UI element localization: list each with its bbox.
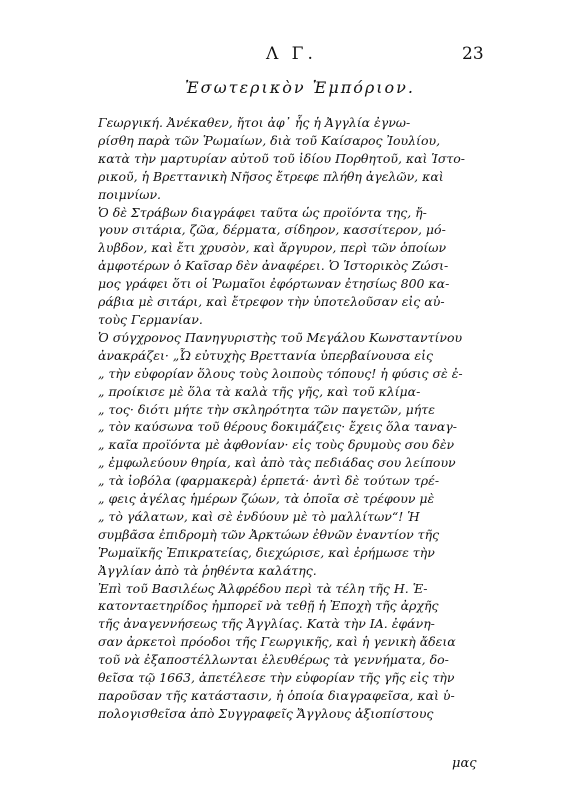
text-line: μος γράφει ὅτι οἱ Ῥωμαῖοι ἐφόρτωναν ἐτησίως 800 κα- bbox=[98, 276, 450, 292]
text-line: „ προίκισε μὲ ὅλα τὰ καλὰ τῆς γῆς, καὶ τοῦ κλίμα- bbox=[98, 383, 421, 399]
text-line: ράβια μὲ σιτάρι, καὶ ἔτρεφον τὴν ὑποτελοῦσαν εἰς αὐ- bbox=[98, 294, 445, 310]
text-line: γουν σιτάρια, ζῶα, δέρματα, σίδηρον, κασσίτερον, μό- bbox=[98, 222, 446, 238]
text-line: „ τὰ ἰοβόλα (φαρμακερὰ) ἑρπετά· ἀντὶ δὲ τούτων τρέ- bbox=[98, 473, 440, 489]
text-line: παροῦσαν τῆς κατάστασιν, ἡ ὁποία διαγραφεῖσα, καὶ ὑ- bbox=[98, 688, 455, 703]
text-line: πολογισθεῖσα ἀπὸ Συγγραφεῖς Ἄγγλους ἀξιοπίστους bbox=[98, 705, 434, 721]
page-number: 23 bbox=[462, 44, 484, 64]
text-line: ρίσθη παρὰ τῶν Ῥωμαίων, διὰ τοῦ Καίσαρος Ἰουλίου, bbox=[98, 132, 441, 148]
text-line: θεῖσα τῷ 1663, ἀπετέλεσε τὴν εὐφορίαν τῆς γῆς εἰς τὴν bbox=[98, 670, 455, 686]
text-line: Ἀγγλίαν ἀπὸ τὰ ῥηθέντα καλάτης. bbox=[98, 562, 317, 578]
text-line: ρικοῦ, ἡ Βρεττανικὴ Νῆσος ἔτρεφε πλήθη ἀγελῶν, καὶ bbox=[98, 168, 444, 184]
text-line: κατονταετηρίδος ἠμπορεῖ νὰ τεθῇ ἡ Ἐποχὴ τῆς ἀρχῆς bbox=[98, 598, 439, 614]
text-line: ἀνακράζει· „Ὦ εὐτυχὴς Βρεττανία ὑπερβαίνουσα εἰς bbox=[98, 347, 433, 363]
text-line: „ καῖα προϊόντα μὲ ἀφθονίαν· εἰς τοὺς δρυμοὺς σου δὲν bbox=[98, 437, 455, 453]
text-line: „ ἐμφωλεύουν θηρία, καὶ ἀπὸ τὰς πεδιάδας σου λείπουν bbox=[98, 455, 456, 471]
text-line: τῆς ἀναγεννήσεως τῆς Ἀγγλίας. Κατὰ τὴν ΙΑ. ἐφάνη- bbox=[98, 616, 435, 632]
text-line: „ τὴν εὐφορίαν ὅλους τοὺς λοιποὺς τόπους! ἡ φύσις σὲ ἐ- bbox=[98, 365, 463, 381]
text-line: „ τὸ γάλατων, καὶ σὲ ἐνδύουν μὲ τὸ μαλλίτων“! Ἡ bbox=[98, 508, 420, 524]
text-line: Ῥωμαϊκῆς Ἐπικρατείας, διεχώρισε, καὶ ἐρήμωσε τὴν bbox=[98, 544, 435, 560]
body-text bbox=[98, 114, 496, 723]
page-header-section: Λ Γ. bbox=[266, 44, 317, 64]
text-line: κατὰ τὴν μαρτυρίαν αὐτοῦ τοῦ ἰδίου Πορθητοῦ, καὶ Ἱστο- bbox=[98, 150, 466, 166]
text-line: τοῦ νὰ ἐξαποστέλλωνται ἐλευθέρως τὰ γεννήματα, δο- bbox=[98, 652, 449, 668]
catchword: μας bbox=[452, 756, 477, 771]
text-line: Γεωργική. Ἀνέκαθεν, ἤτοι ἀφ᾿ ἧς ἡ Ἀγγλία ἐγνω- bbox=[98, 115, 411, 130]
text-line: ἀμφοτέρων ὁ Καῖσαρ δὲν ἀναφέρει. Ὁ Ἱστορικὸς Ζώσι- bbox=[98, 258, 449, 274]
text-line: τοὺς Γερμανίαν. bbox=[98, 311, 203, 327]
text-line: „ φεις ἀγέλας ἡμέρων ζώων, τὰ ὁποῖα σὲ τρέφουν μὲ bbox=[98, 491, 435, 507]
text-line: Ὁ σύγχρονος Πανηγυριστὴς τοῦ Μεγάλου Κωνσταντίνου bbox=[98, 329, 463, 345]
section-title: Ἐσωτερικὸν Ἐμπόριον. bbox=[185, 78, 415, 97]
text-line: σαν ἀρκετοὶ πρόοδοι τῆς Γεωργικῆς, καὶ ἡ γενικὴ ἄδεια bbox=[98, 634, 456, 650]
text-line: „ τὸν καύσωνα τοῦ θέρους δοκιμάζεις· ἔχεις ὅλα ταναγ- bbox=[98, 419, 457, 435]
text-line: Ἐπὶ τοῦ Βασιλέως Ἀλφρέδου περὶ τὰ τέλη τῆς Η. Ἑ- bbox=[98, 580, 428, 596]
text-line: λυβδον, καὶ ἔτι χρυσὸν, καὶ ἄργυρον, περὶ τῶν ὁποίων bbox=[98, 240, 447, 256]
text-line: ποιμνίων. bbox=[98, 186, 162, 202]
text-line: „ τος· διότι μήτε τὴν σκληρότητα τῶν παγετῶν, μήτε bbox=[98, 401, 435, 417]
text-line: Ὁ δὲ Στράβων διαγράφει ταῦτα ὡς προϊόντα της, ἤ- bbox=[98, 204, 427, 220]
text-line: συμβᾶσα ἐπιδρομὴ τῶν Ἀρκτώων ἐθνῶν ἐναντίον τῆς bbox=[98, 526, 440, 542]
